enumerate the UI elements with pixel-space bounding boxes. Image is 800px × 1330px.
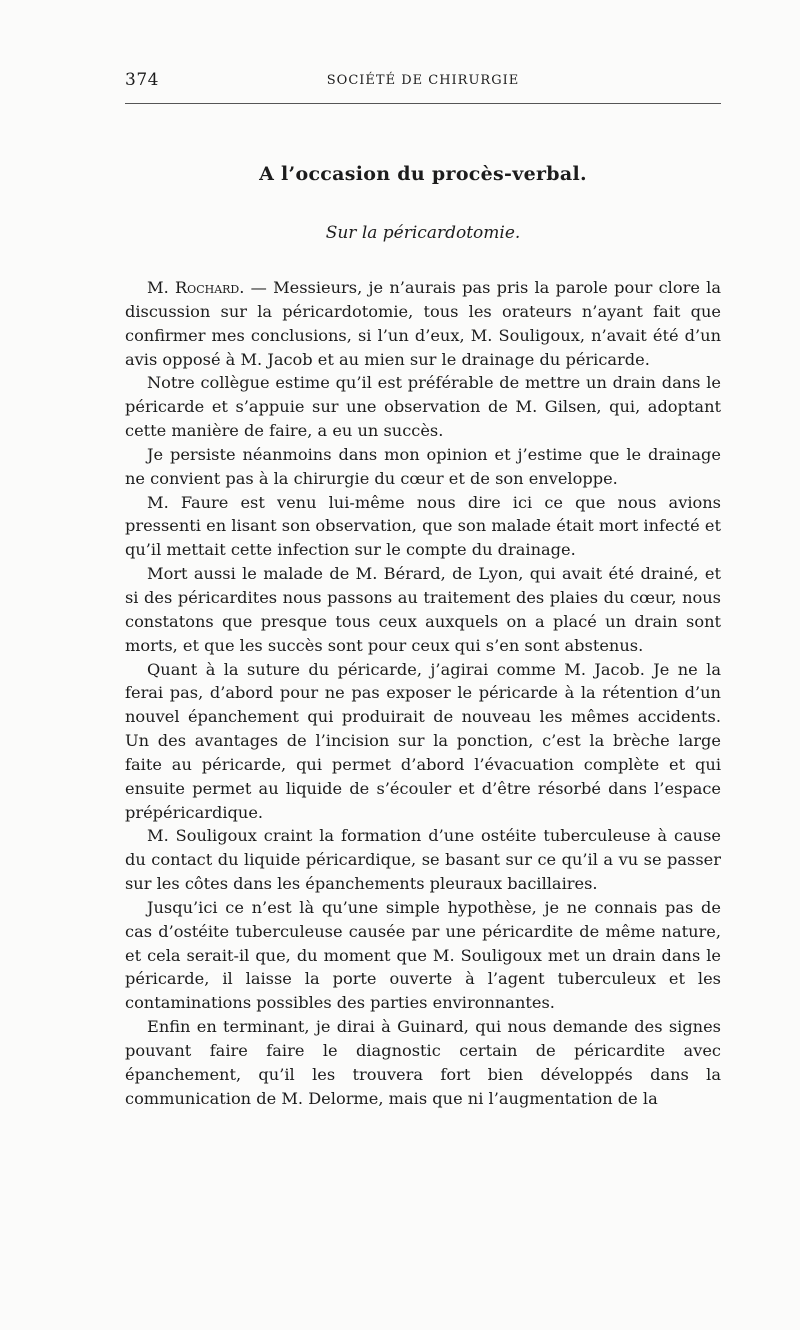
subtitle: Sur la péricardotomie. [325,223,521,243]
speaker-name: Rochard. [174,278,245,297]
page-number: 374 [125,70,159,90]
paragraph: M. Souligoux craint la formation d’une ostéite tuberculeuse à cause du contact du liquide péricardique, se basant sur ce qu’il a vu se passer sur les côtes dans les épanchements pleuraux bacillaires. [125,826,721,894]
section-title: A l’occasion du procès-verbal. [259,163,587,185]
header-rule [125,103,721,104]
page-header [125,70,721,100]
paragraph: Notre collègue estime qu’il est préférable de mettre un drain dans le péricarde et s’appuie sur une observation de M. Gilsen, qui, adoptant cette manière de faire, a eu un succès. [125,373,721,441]
paragraph [125,276,721,371]
paragraph: Jusqu’ici ce n’est là qu’une simple hypothèse, je ne connais pas de cas d’ostéite tuberculeuse causée par une péricardite de même nature, et cela serait-il que, du moment que M. Souligoux met un drain dans le péricarde, il laisse la porte ouverte à l’agent tuberculeux et les contaminations possibles des parties environnantes. [125,897,721,1013]
paragraph: M. Faure est venu lui-même nous dire ici ce que nous avions pressenti en lisant son observation, que son malade était mort infecté et qu’il mettait cette infection sur le compte du drainage. [125,492,721,560]
paragraph: Enfin en terminant, je dirai à Guinard, qui nous demande des signes pouvant faire faire le diagnostic certain de péricardite avec épanchement, qu’il les trouvera fort bien développés dans la communication de M. Delorme, mais que ni l’augmentation de la [125,1017,721,1108]
speaker-prefix: M. [147,278,175,297]
running-head: SOCIÉTÉ DE CHIRURGIE [326,73,520,88]
paragraph: Quant à la suture du péricarde, j’agirai comme M. Jacob. Je ne la ferai pas, d’abord pour ne pas exposer le péricarde à la rétention d’un nouvel épanchement qui produirait de nouveau les mêmes accidents. Un des avantages de l’incision sur la ponction, c’est la brèche large faite au péricarde, qui permet d’abord l’évacuation complète et qui ensuite permet au liquide de s’écouler et d’être résorbé dans l’espace prépéricardique. [125,659,721,822]
paragraph: Je persiste néanmoins dans mon opinion et j’estime que le drainage ne convient pas à la chirurgie du cœur et de son enveloppe. [125,444,721,488]
paragraph-text: — Messieurs, je n’aurais pas pris la parole pour clore la discussion sur la péricardotomie, tous les orateurs n’ayant fait que confirmer mes conclusions, si l’un d’eux, M. Souligoux, n’avait été d’un avis opposé à M. Jacob et au mien sur le drainage du péricarde. [125,278,721,369]
body-text [125,276,721,1111]
paragraph: Mort aussi le malade de M. Bérard, de Lyon, qui avait été drainé, et si des péricardites nous passons au traitement des plaies du cœur, nous constatons que presque tous ceux auxquels on a placé un drain sont morts, et que les succès sont pour ceux qui s’en sont abstenus. [125,564,721,655]
